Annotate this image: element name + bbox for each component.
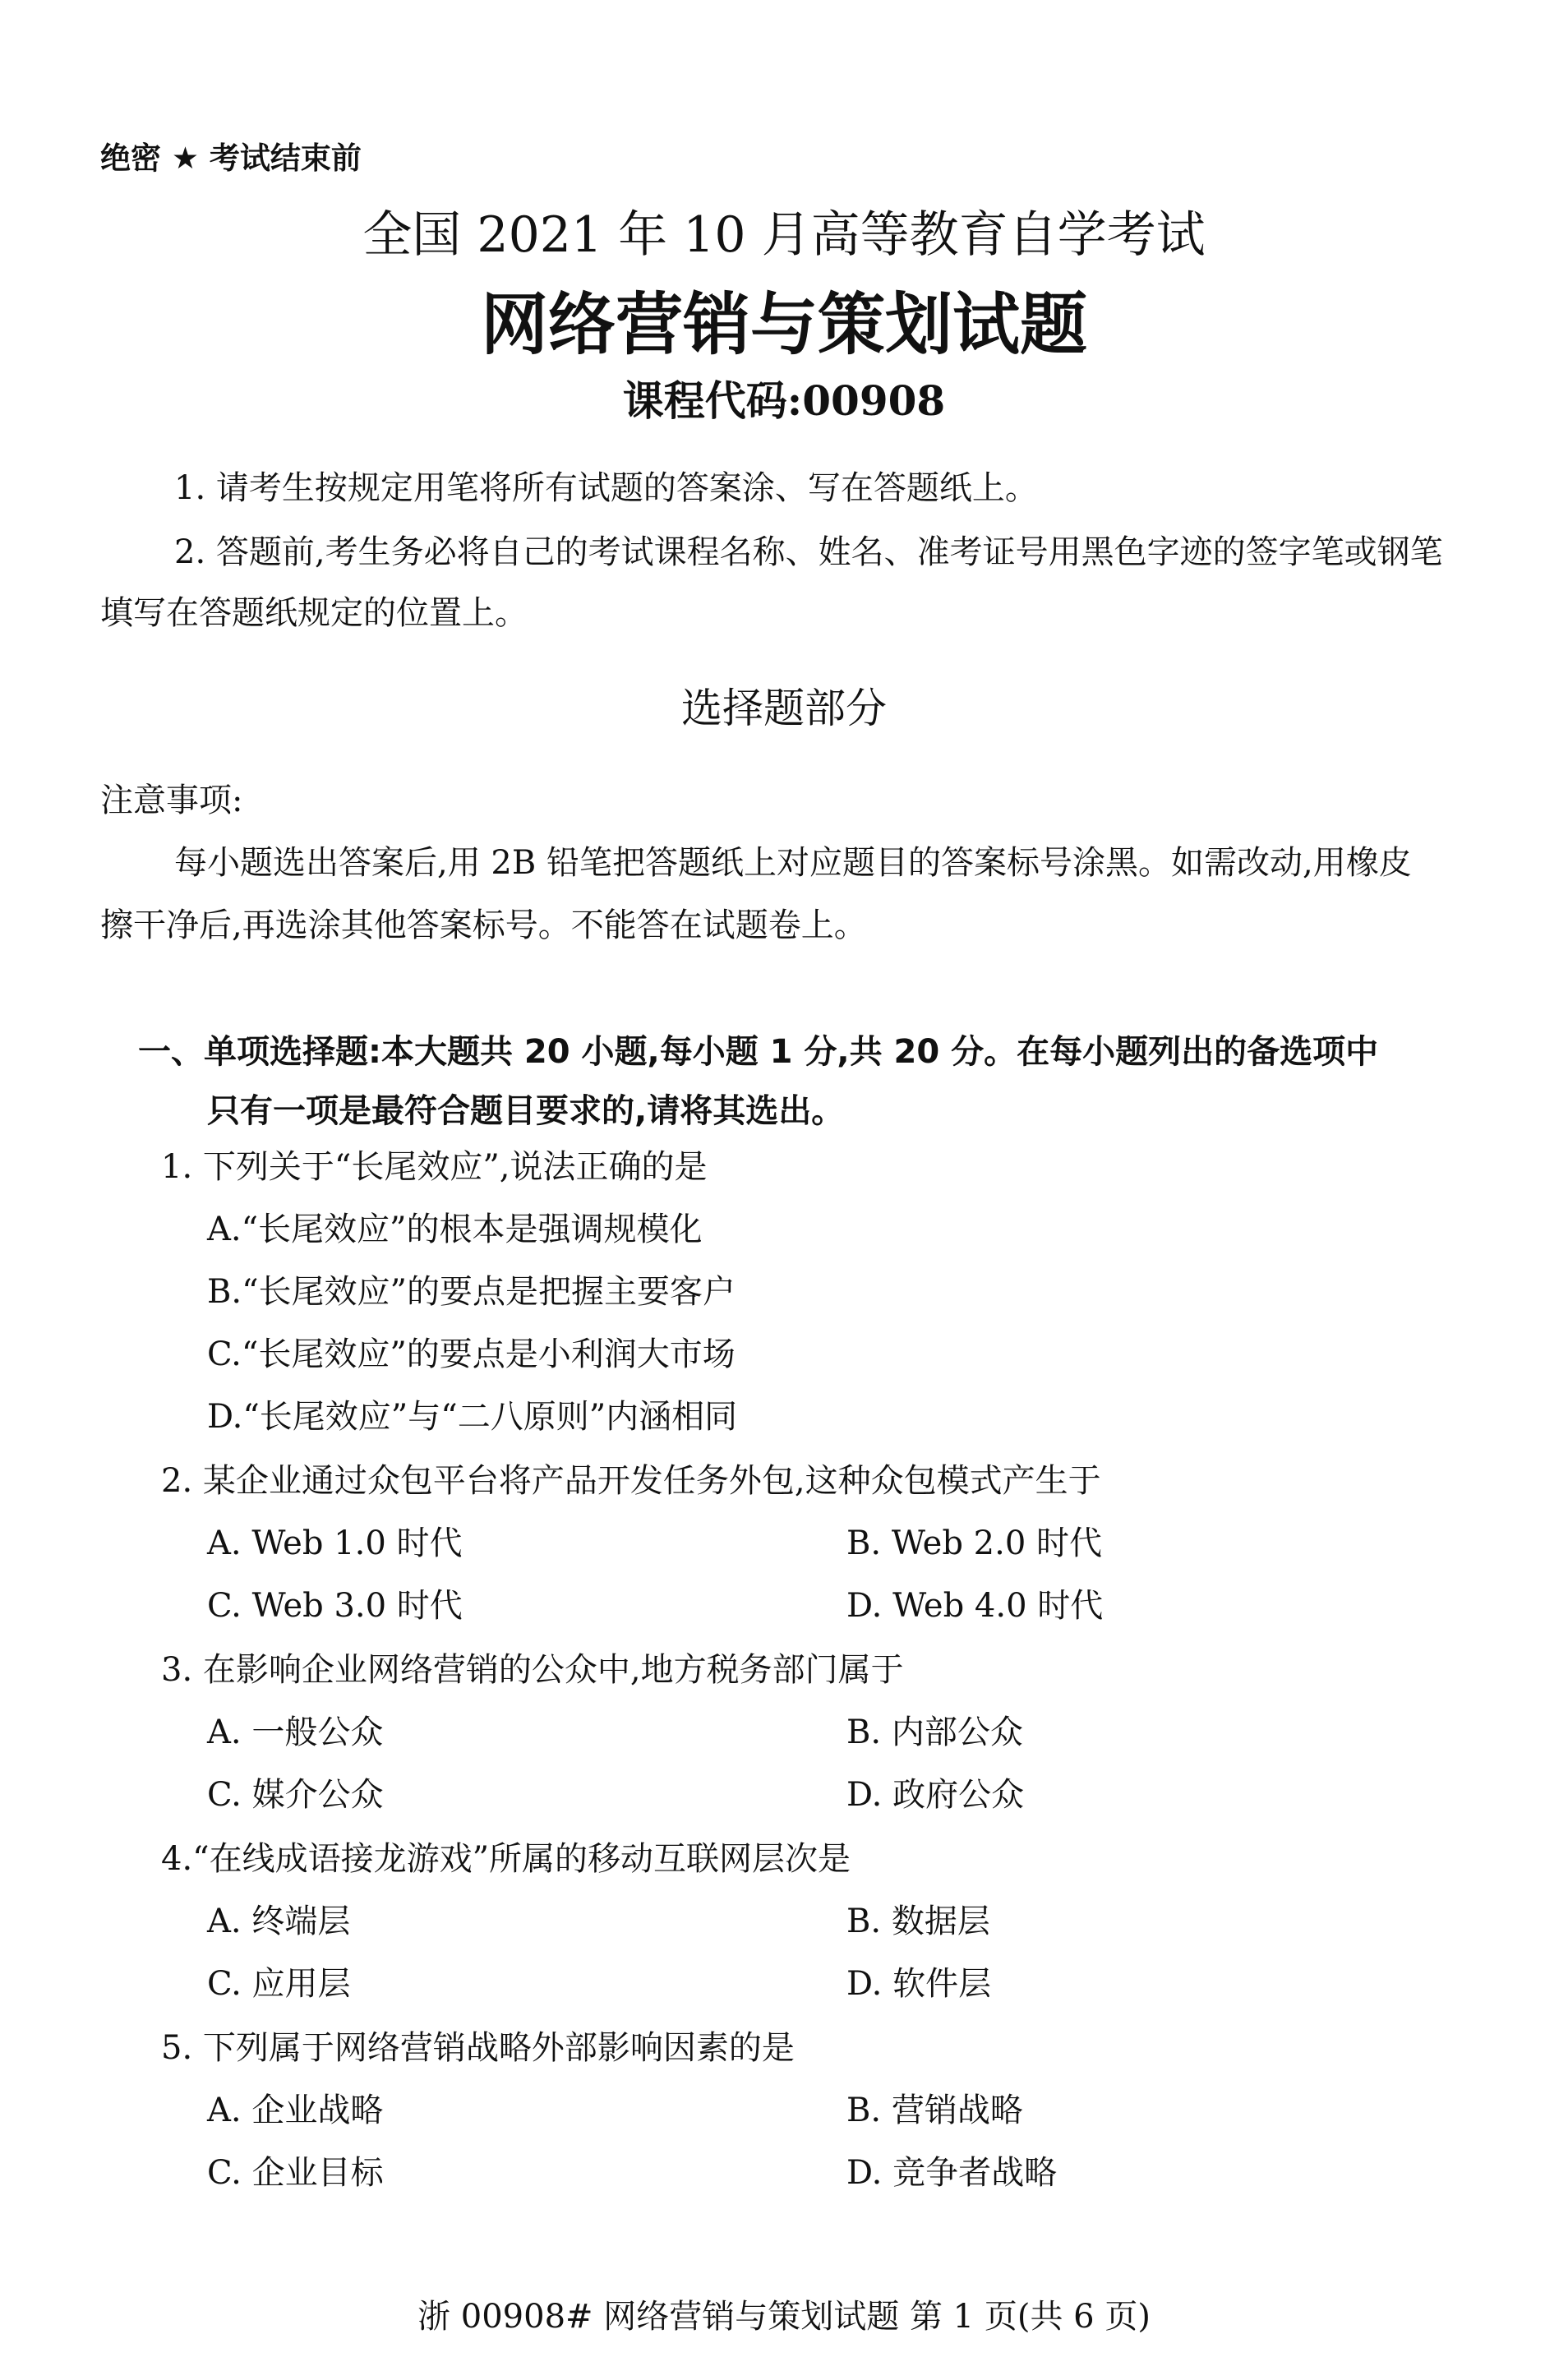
instruction-item-1: 1. 请考生按规定用笔将所有试题的答案涂、写在答题纸上。 [174, 469, 1038, 507]
question-3-stem: 3. 在影响企业网络营销的公众中,地方税务部门属于 [161, 1651, 904, 1689]
question-1-option-d: D.“长尾效应”与“二八原则”内涵相同 [207, 1398, 738, 1436]
notice-text-cont: 擦干净后,再选涂其他答案标号。不能答在试题卷上。 [100, 906, 867, 944]
instruction-item-2: 2. 答题前,考生务必将自己的考试课程名称、姓名、准考证号用黑色字迹的签字笔或钢笔 [174, 533, 1443, 571]
course-code: 课程代码:00908 [622, 376, 946, 425]
question-5-option-c: C. 企业目标 [207, 2154, 384, 2192]
question-3-option-c: C. 媒介公众 [207, 1776, 384, 1814]
question-4-option-a: A. 终端层 [207, 1903, 351, 1940]
confidential-mark: 绝密 ★ 考试结束前 [100, 141, 362, 176]
page-footer: 浙 00908# 网络营销与策划试题 第 1 页(共 6 页) [417, 2298, 1151, 2336]
question-5-option-d: D. 竞争者战略 [846, 2154, 1058, 2192]
question-4-option-d: D. 软件层 [846, 1965, 992, 2003]
question-1-option-a: A.“长尾效应”的根本是强调规模化 [207, 1211, 703, 1248]
question-4-option-b: B. 数据层 [846, 1903, 990, 1940]
part-heading: 一、单项选择题:本大题共 20 小题,每小题 1 分,共 20 分。在每小题列出的备选项中 [138, 1033, 1379, 1071]
paper-title: 网络营销与策划试题 [480, 285, 1087, 364]
notice-text: 每小题选出答案后,用 2B 铅笔把答题纸上对应题目的答案标号涂黑。如需改动,用橡皮 [174, 844, 1412, 882]
instruction-item-2-cont: 填写在答题纸规定的位置上。 [100, 594, 528, 632]
notice-label: 注意事项: [100, 782, 243, 819]
question-3-option-a: A. 一般公众 [207, 1714, 384, 1751]
question-2-option-d: D. Web 4.0 时代 [846, 1587, 1104, 1625]
question-2-option-c: C. Web 3.0 时代 [207, 1587, 463, 1625]
question-3-option-d: D. 政府公众 [846, 1776, 1025, 1814]
question-5-option-a: A. 企业战略 [207, 2092, 384, 2129]
question-2-option-b: B. Web 2.0 时代 [846, 1524, 1102, 1562]
exam-title: 全国 2021 年 10 月高等教育自学考试 [362, 206, 1206, 264]
part-heading-cont: 只有一项是最符合题目要求的,请将其选出。 [207, 1092, 845, 1130]
question-2-stem: 2. 某企业通过众包平台将产品开发任务外包,这种众包模式产生于 [161, 1462, 1101, 1500]
section-title: 选择题部分 [681, 685, 887, 732]
question-1-option-b: B.“长尾效应”的要点是把握主要客户 [207, 1273, 736, 1311]
question-5-stem: 5. 下列属于网络营销战略外部影响因素的是 [161, 2029, 795, 2067]
question-1-stem: 1. 下列关于“长尾效应”,说法正确的是 [161, 1148, 708, 1186]
question-4-option-c: C. 应用层 [207, 1965, 351, 2003]
question-4-stem: 4.“在线成语接龙游戏”所属的移动互联网层次是 [161, 1840, 851, 1878]
question-1-option-c: C.“长尾效应”的要点是小利润大市场 [207, 1335, 736, 1373]
question-5-option-b: B. 营销战略 [846, 2092, 1023, 2129]
question-2-option-a: A. Web 1.0 时代 [207, 1524, 463, 1562]
question-3-option-b: B. 内部公众 [846, 1714, 1023, 1751]
